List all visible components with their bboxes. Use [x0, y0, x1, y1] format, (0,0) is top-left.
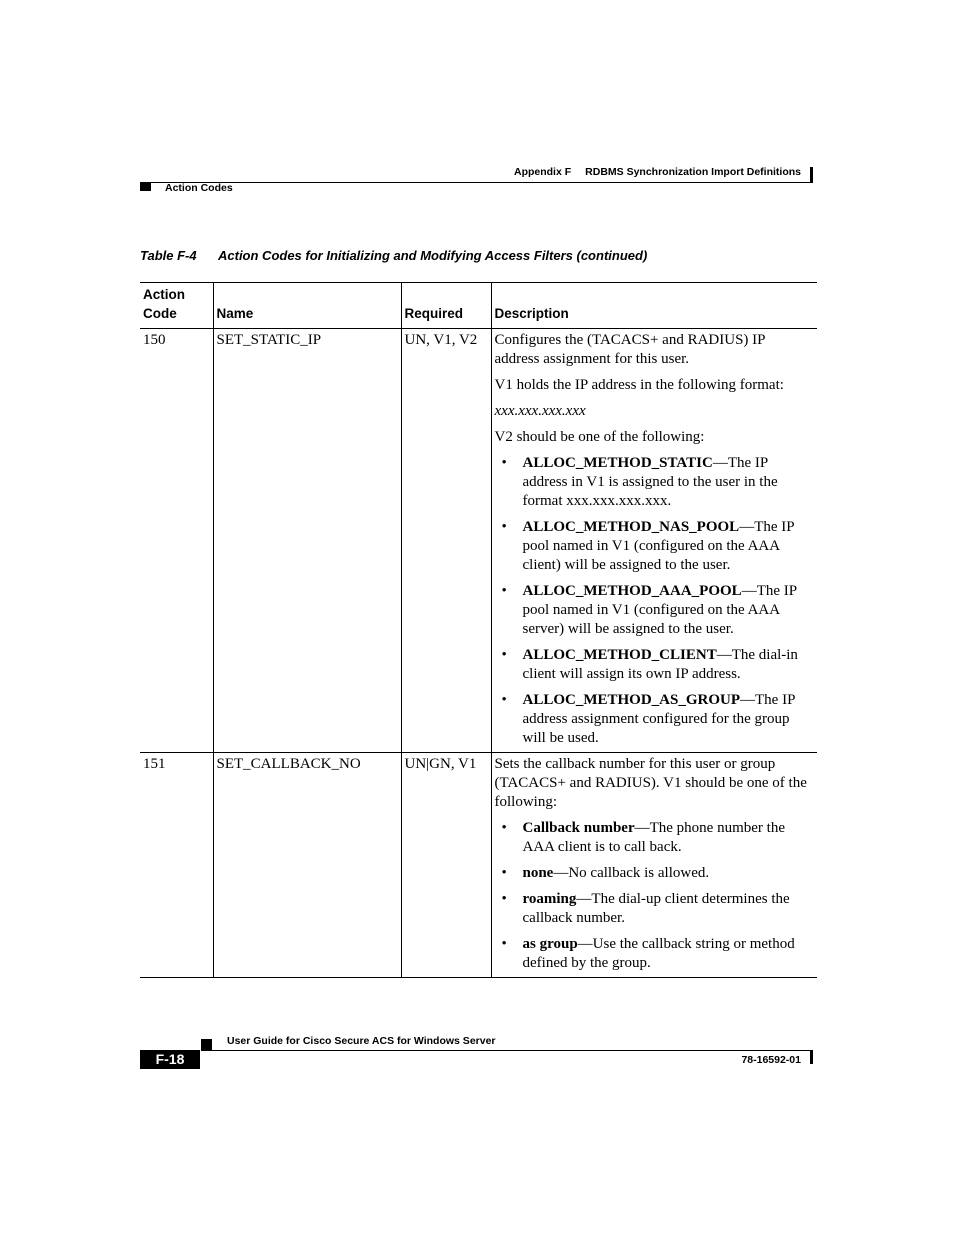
table-header-row [140, 283, 817, 329]
column-header-required: Required [401, 283, 491, 329]
footer-bar [810, 1050, 813, 1064]
alloc-method-list [495, 454, 812, 748]
chapter-title: RDBMS Synchronization Import Definitions [585, 166, 801, 178]
page-number: F-18 [140, 1050, 200, 1069]
guide-title: User Guide for Cisco Secure ACS for Windows Server [227, 1035, 496, 1047]
name-cell: SET_STATIC_IP [213, 329, 401, 753]
description-v2-text: V2 should be one of the following: [494, 429, 705, 445]
table-row [140, 329, 817, 753]
bullet-icon: • [501, 936, 507, 952]
list-item: • ALLOC_METHOD_STATIC—The IP address in V1 is assigned to the user in the format xxx.xxx.xxx.xxx. [501, 455, 778, 509]
appendix-label: Appendix F [513, 166, 572, 178]
column-header-name: Name [213, 283, 401, 329]
document-number: 78-16592-01 [741, 1054, 801, 1066]
bullet-icon: • [501, 647, 507, 663]
list-item: • Callback number—The phone number the AAA client is to call back. [501, 820, 785, 855]
action-code-cell: 151 [143, 756, 166, 772]
description-cell [491, 329, 817, 753]
list-item: • roaming—The dial-up client determines the callback number. [501, 891, 790, 926]
bullet-icon: • [501, 583, 507, 599]
list-item: • ALLOC_METHOD_AS_GROUP—The IP address assignment configured for the group will be used. [501, 692, 795, 746]
list-item: • none—No callback is allowed. [501, 865, 710, 881]
header-rule [140, 182, 812, 183]
description-cell [491, 753, 817, 978]
callback-option-list [495, 819, 812, 973]
table-row [140, 753, 817, 978]
bullet-icon: • [501, 692, 507, 708]
bullet-icon: • [501, 820, 507, 836]
description-intro: Sets the callback number for this user or group (TACACS+ and RADIUS). V1 should be one of the following: [494, 756, 807, 810]
running-header-chapter [514, 166, 801, 178]
required-cell: UN, V1, V2 [401, 329, 491, 753]
column-header-action-code: Action Code [143, 287, 185, 321]
header-bar [810, 167, 813, 183]
ip-format: xxx.xxx.xxx.xxx [494, 403, 586, 419]
list-item: • ALLOC_METHOD_NAS_POOL—The IP pool named in V1 (configured on the AAA client) will be assigned to the user. [501, 519, 795, 573]
required-cell: UN|GN, V1 [401, 753, 491, 978]
header-square [140, 182, 151, 191]
list-item: • ALLOC_METHOD_AAA_POOL—The IP pool named in V1 (configured on the AAA server) will be assigned to the user. [501, 583, 797, 637]
footer-rule [201, 1050, 813, 1051]
action-code-cell: 150 [143, 332, 166, 348]
footer-square [201, 1039, 212, 1050]
section-title: Action Codes [165, 182, 233, 194]
bullet-icon: • [501, 519, 507, 535]
bullet-icon: • [501, 891, 507, 907]
list-item: • ALLOC_METHOD_CLIENT—The dial-in client will assign its own IP address. [501, 647, 798, 682]
table-caption-id: Table F-4 [140, 248, 197, 263]
table-caption [140, 248, 647, 263]
name-cell: SET_CALLBACK_NO [213, 753, 401, 978]
list-item: • as group—Use the callback string or method defined by the group. [501, 936, 795, 971]
description-v1-text: V1 holds the IP address in the following format: [494, 377, 784, 393]
description-intro: Configures the (TACACS+ and RADIUS) IP address assignment for this user. [494, 332, 765, 367]
action-codes-table [140, 282, 817, 978]
column-header-description: Description [491, 283, 817, 329]
bullet-icon: • [501, 865, 507, 881]
table-caption-title: Action Codes for Initializing and Modifying Access Filters (continued) [218, 248, 648, 263]
bullet-icon: • [501, 455, 507, 471]
